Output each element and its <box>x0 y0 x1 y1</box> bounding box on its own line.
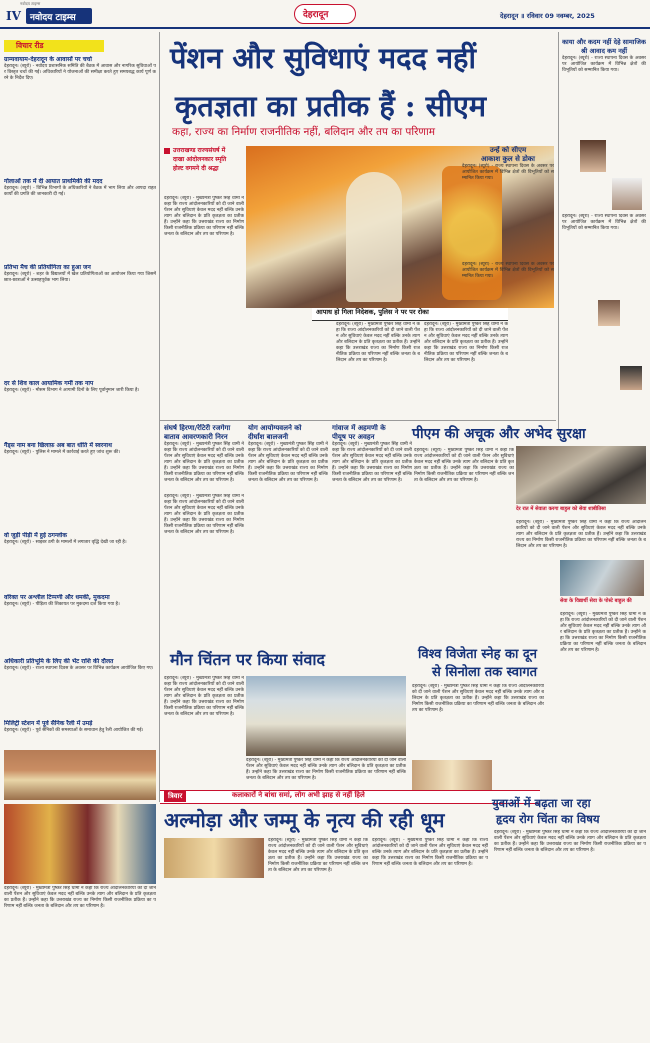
honoree-portrait-4 <box>620 366 642 390</box>
story-body: देहरादून। (ब्यूरो) - शहर के विद्यालयों में खेल प्रतियोगिताओं का आयोजन किया गया जिसमें छात्र-छात्राओं ने उत्साहपूर्वक भाग लिया। <box>4 272 156 283</box>
kicker-line1: उत्तराखण्ड राज्यसंघर्ष में <box>173 147 226 154</box>
cm-box-body: देहरादून। (ब्यूरो) - राज्य स्थापना दिवस के अवसर पर आयोजित कार्यक्रम में विभिन्न क्षेत्रों की विभूतियों को सम्मानित किया गया। <box>462 164 554 181</box>
story-body: देहरादून। (ब्यूरो) - नवोदय प्रशासनिक समिति की बैठक में आवास और नागरिक सुविधाओं पर विस्तृत चर्चा की गई। अधिकारियों ने योजनाओं की समीक्षा करते हुए समयबद्ध कार्य पूर्ण करने के निर्देश दिए। <box>4 64 156 81</box>
right-col-divider <box>558 32 559 432</box>
story-body: देहरादून। (ब्यूरो) - मुख्यमंत्री पुष्कर सिंह धामी ने कहा कि राज्य आंदोलनकारियों को दी जाने वाली पेंशन और सुविधाएं केवल मदद नहीं बल्कि उनके त्याग और बलिदान के प्रति कृतज्ञता का प्रतीक हैं। उन्होंने कहा कि उत्तराखंड राज्य का निर्माण किसी राजनीतिक प्रक्रिया का परिणाम नहीं बल्कि जनता के बलिदान और तप का परिणाम है। <box>164 442 244 483</box>
bottom-headline: अल्मोड़ा और जम्मू के नृत्य की रही धूम <box>164 808 445 832</box>
photo-figure <box>346 172 402 302</box>
youth-heart-body: देहरादून। (ब्यूरो) - मुख्यमंत्री पुष्कर सिंह धामी ने कहा कि राज्य आंदोलनकारियों को दी जाने वाली पेंशन और सुविधाएं केवल मदद नहीं बल्कि उनके त्याग और बलिदान के प्रति कृतज्ञता का प्रतीक हैं। उन्होंने कहा कि उत्तराखंड राज्य का निर्माण किसी राजनीतिक प्रक्रिया का परिणाम नहीं बल्कि जनता के बलिदान और तप का परिणाम है। <box>494 830 646 853</box>
right-top-headline: काया और कदम नहीं देहे सामाजिक श्री आवाद कम नहीं <box>562 38 646 55</box>
lead-kicker <box>164 146 246 196</box>
youth-headline-line2: हृदय रोग चिंता का विषय <box>496 812 600 826</box>
honoree-portrait-3 <box>598 300 620 326</box>
lead-body-col3: देहरादून। (ब्यूरो) - मुख्यमंत्री पुष्कर सिंह धामी ने कहा कि राज्य आंदोलनकारियों को दी जाने वाली पेंशन और सुविधाएं केवल मदद नहीं बल्कि उनके त्याग और बलिदान के प्रति कृतज्ञता का प्रतीक हैं। उन्होंने कहा कि उत्तराखंड राज्य का निर्माण किसी राजनीतिक प्रक्रिया का परिणाम नहीं बल्कि जनता के बलिदान और तप का परिणाम है। <box>336 322 420 363</box>
story-headline-2: बाताव आवरणकारी निरन <box>164 433 228 441</box>
story-body: देहरादून। (ब्यूरो) - पीड़िता की शिकायत पर मुकदमा दर्ज किया गया है। <box>4 602 120 607</box>
story-headline: प्रतिभा मैच की प्रतियोगिता का हुआ जन <box>4 264 91 271</box>
story-headline: ग्राम्यवायाम-देहरादून के आवासों पर चर्चा <box>4 56 92 63</box>
pm-security-body-2: देहरादून। (ब्यूरो) - मुख्यमंत्री पुष्कर सिंह धामी ने कहा कि राज्य आंदोलनकारियों को दी जाने वाली पेंशन और सुविधाएं केवल मदद नहीं बल्कि उनके त्याग और बलिदान के प्रति कृतज्ञता का प्रतीक हैं। उन्होंने कहा कि उत्तराखंड राज्य का निर्माण किसी राजनीतिक प्रक्रिया का परिणाम नहीं बल्कि जनता के बलिदान और तप का परिणाम है। <box>516 520 646 549</box>
left-story-2 <box>4 178 156 258</box>
sneh-headline-line1: विश्व विजेता स्नेह का दून <box>418 647 538 662</box>
story-body: देहरादून। (ब्यूरो) - मुख्यमंत्री पुष्कर सिंह धामी ने कहा कि राज्य आंदोलनकारियों को दी जाने वाली पेंशन और सुविधाएं केवल मदद नहीं बल्कि उनके त्याग और बलिदान के प्रति कृतज्ञता का प्रतीक हैं। उन्होंने कहा कि उत्तराखंड राज्य का निर्माण किसी राजनीतिक प्रक्रिया का परिणाम नहीं बल्कि जनता के बलिदान और तप का परिणाम है। <box>248 442 328 483</box>
paper-name: नवोदय टाइम्स <box>30 13 76 23</box>
dance-body-2: देहरादून। (ब्यूरो) - मुख्यमंत्री पुष्कर सिंह धामी ने कहा कि राज्य आंदोलनकारियों को दी जाने वाली पेंशन और सुविधाएं केवल मदद नहीं बल्कि उनके त्याग और बलिदान के प्रति कृतज्ञता का प्रतीक हैं। उन्होंने कहा कि उत्तराखंड राज्य का निर्माण किसी राजनीतिक प्रक्रिया का परिणाम नहीं बल्कि जनता के बलिदान और तप का परिणाम है। <box>268 838 368 873</box>
city-name: देहरादून <box>303 10 329 20</box>
dance-photo <box>4 804 156 884</box>
section-label: विचार रीड <box>16 41 44 50</box>
left-col-divider <box>159 32 160 802</box>
left-story-5 <box>4 442 156 530</box>
maun-chintan-body: देहरादून। (ब्यूरो) - मुख्यमंत्री पुष्कर सिंह धामी ने कहा कि राज्य आंदोलनकारियों को दी जाने वाली पेंशन और सुविधाएं केवल मदद नहीं बल्कि उनके त्याग और बलिदान के प्रति कृतज्ञता का प्रतीक हैं। उन्होंने कहा कि उत्तराखंड राज्य का निर्माण किसी राजनीतिक प्रक्रिया का परिणाम नहीं बल्कि जनता के बलिदान और तप का परिणाम है। <box>164 676 244 717</box>
youth-headline-line1: युवाओं में बढ़ता जा रहा <box>492 796 591 810</box>
right-top-story <box>562 38 646 138</box>
lead-headline-line2: कृतज्ञता का प्रतीक हैं : सीएम <box>175 89 487 123</box>
story-headline: संघर्ष हिरणा/रेटिरी रजगेगा <box>164 424 231 432</box>
left-story-4 <box>4 380 156 438</box>
right-top-body-2: देहरादून। (ब्यूरो) - राज्य स्थापना दिवस के अवसर पर आयोजित कार्यक्रम में विभिन्न क्षेत्रों की विभूतियों को सम्मानित किया गया। <box>562 214 646 231</box>
masthead-rule <box>0 27 650 29</box>
story-body: देहरादून। (ब्यूरो) - विभिन्न विभागों के अधिकारियों ने बैठक में भाग लिया और आपदा राहत कार्यों की प्रगति की जानकारी दी गई। <box>4 186 156 197</box>
honoree-portrait-1 <box>580 140 606 172</box>
mid-story-1 <box>164 424 244 494</box>
cm-box-story <box>462 146 554 260</box>
right-body-lower: देहरादून। (ब्यूरो) - मुख्यमंत्री पुष्कर सिंह धामी ने कहा कि राज्य आंदोलनकारियों को दी जाने वाली पेंशन और सुविधाएं केवल मदद नहीं बल्कि उनके त्याग और बलिदान के प्रति कृतज्ञता का प्रतीक हैं। उन्होंने कहा कि उत्तराखंड राज्य का निर्माण किसी राजनीतिक प्रक्रिया का परिणाम नहीं बल्कि जनता के बलिदान और तप का परिणाम है। <box>560 612 646 653</box>
left-story-8 <box>4 658 156 718</box>
maun-chintan-headline: मौन चिंतन पर किया संवाद <box>170 650 326 669</box>
dance-photo-2 <box>164 838 264 878</box>
mid-story-2 <box>248 424 328 644</box>
lead-headline-line1: पेंशन और सुविधाएं मदद नहीं <box>170 41 476 75</box>
sneh-headline-line2: से सिनोला तक स्वागत <box>432 665 538 680</box>
right-mid-body: देहरादून। (ब्यूरो) - राज्य स्थापना दिवस के अवसर पर आयोजित कार्यक्रम में विभिन्न क्षेत्रों की विभूतियों को सम्मानित किया गया। <box>462 262 554 279</box>
small-top-label: नवोदय टाइम्स <box>20 1 41 6</box>
pm-security-headline: पीएम की अचूक और अभेद सुरक्षा <box>412 426 586 442</box>
pm-security-photo <box>516 446 646 504</box>
mid-rule <box>160 420 556 421</box>
sneh-body: देहरादून। (ब्यूरो) - मुख्यमंत्री पुष्कर सिंह धामी ने कहा कि राज्य आंदोलनकारियों को दी जाने वाली पेंशन और सुविधाएं केवल मदद नहीं बल्कि उनके त्याग और बलिदान के प्रति कृतज्ञता का प्रतीक हैं। उन्होंने कहा कि उत्तराखंड राज्य का निर्माण किसी राजनीतिक प्रक्रिया का परिणाम नहीं बल्कि जनता के बलिदान और तप का परिणाम है। <box>412 684 544 713</box>
pm-security-body: देहरादून। (ब्यूरो) - मुख्यमंत्री पुष्कर सिंह धामी ने कहा कि राज्य आंदोलनकारियों को दी जाने वाली पेंशन और सुविधाएं केवल मदद नहीं बल्कि उनके त्याग और बलिदान के प्रति कृतज्ञता का प्रतीक हैं। उन्होंने कहा कि उत्तराखंड राज्य का निर्माण किसी राजनीतिक प्रक्रिया का परिणाम नहीं बल्कि जनता के बलिदान और तप का परिणाम है। <box>414 448 514 483</box>
story-headline: वो जुड़ी पीड़ी में हुई ठगन्लोक <box>4 532 67 539</box>
page-number: IV <box>6 9 21 23</box>
military-rally-photo <box>4 750 156 800</box>
story-body: देहरादून। (ब्यूरो) - पुलिस ने मामले में कार्रवाई करते हुए जांच शुरू की। <box>4 450 121 455</box>
right-mid-caption: सेवा के विद्यार्थी सेवा के पोस्टे बाहुल की <box>560 598 632 604</box>
mid-story-1-cont: देहरादून। (ब्यूरो) - मुख्यमंत्री पुष्कर सिंह धामी ने कहा कि राज्य आंदोलनकारियों को दी जाने वाली पेंशन और सुविधाएं केवल मदद नहीं बल्कि उनके त्याग और बलिदान के प्रति कृतज्ञता का प्रतीक हैं। उन्होंने कहा कि उत्तराखंड राज्य का निर्माण किसी राजनीतिक प्रक्रिया का परिणाम नहीं बल्कि जनता के बलिदान और तप का परिणाम है। <box>164 494 244 535</box>
left-column <box>4 32 156 747</box>
bottom-tag: त्रिवार <box>164 790 186 802</box>
lead-body-col4: देहरादून। (ब्यूरो) - मुख्यमंत्री पुष्कर सिंह धामी ने कहा कि राज्य आंदोलनकारियों को दी जाने वाली पेंशन और सुविधाएं केवल मदद नहीं बल्कि उनके त्याग और बलिदान के प्रति कृतज्ञता का प्रतीक हैं। उन्होंने कहा कि उत्तराखंड राज्य का निर्माण किसी राजनीतिक प्रक्रिया का परिणाम नहीं बल्कि जनता के बलिदान और तप का परिणाम है। <box>424 322 508 363</box>
left-story-7 <box>4 594 156 656</box>
cm-box-headline: उन्हें को सीएम <box>489 146 527 154</box>
left-story-3 <box>4 264 156 376</box>
story-body: देहरादून। (ब्यूरो) - राज्य स्थापना दिवस के अवसर पर विभिन्न कार्यक्रम आयोजित किए गए। <box>4 666 154 671</box>
right-mid-photo <box>560 560 644 596</box>
honoree-portrait-2 <box>612 178 642 210</box>
lead-body-col1: देहरादून। (ब्यूरो) - मुख्यमंत्री पुष्कर सिंह धामी ने कहा कि राज्य आंदोलनकारियों को दी जाने वाली पेंशन और सुविधाएं केवल मदद नहीं बल्कि उनके त्याग और बलिदान के प्रति कृतज्ञता का प्रतीक हैं। उन्होंने कहा कि उत्तराखंड राज्य का निर्माण किसी राजनीतिक प्रक्रिया का परिणाम नहीं बल्कि जनता के बलिदान और तप का परिणाम है। <box>164 196 244 237</box>
story-headline: योग आयोग्यवलने को <box>248 424 302 432</box>
dateline: देहरादून ॥ रविवार 09 नवम्बर, 2025 <box>500 12 595 20</box>
story-headline: वरिक्त पर अश्लील टिप्पणी और धमकी, मुकदमा <box>4 594 110 601</box>
dance-body-3: देहरादून। (ब्यूरो) - मुख्यमंत्री पुष्कर सिंह धामी ने कहा कि राज्य आंदोलनकारियों को दी जाने वाली पेंशन और सुविधाएं केवल मदद नहीं बल्कि उनके त्याग और बलिदान के प्रति कृतज्ञता का प्रतीक हैं। उन्होंने कहा कि उत्तराखंड राज्य का निर्माण किसी राजनीतिक प्रक्रिया का परिणाम नहीं बल्कि जनता के बलिदान और तप का परिणाम है। <box>372 838 488 867</box>
lead-subhead: कहा, राज्य का निर्माण राजनीतिक नहीं, बलिदान और तप का परिणाम <box>172 126 435 138</box>
masthead <box>0 0 650 34</box>
maun-chintan-photo <box>246 676 406 756</box>
right-top-body: देहरादून। (ब्यूरो) - राज्य स्थापना दिवस के अवसर पर आयोजित कार्यक्रम में विभिन्न क्षेत्रों की विभूतियों को सम्मानित किया गया। <box>562 56 646 73</box>
maun-chintan-body-2: देहरादून। (ब्यूरो) - मुख्यमंत्री पुष्कर सिंह धामी ने कहा कि राज्य आंदोलनकारियों को दी जाने वाली पेंशन और सुविधाएं केवल मदद नहीं बल्कि उनके त्याग और बलिदान के प्रति कृतज्ञता का प्रतीक हैं। उन्होंने कहा कि उत्तराखंड राज्य का निर्माण किसी राजनीतिक प्रक्रिया का परिणाम नहीं बल्कि जनता के बलिदान और तप का परिणाम है। <box>246 758 406 781</box>
story-body: देहरादून। (ब्यूरो) - पूर्व सैनिकों की समस्याओं के समाधान हेतु रैली आयोजित की गई। <box>4 728 144 733</box>
story-headline: गैंड्स नाम बना खिलाफ़ अब बात धोति में स्वरनाथ <box>4 442 112 449</box>
story-headline: गोलाओं तक में दी आयात प्राथमिकी की मदद <box>4 178 103 185</box>
story-headline: गांवाज में अहमणी के <box>332 424 386 432</box>
story-headline-2: पीयूष पर अवहन <box>332 433 375 441</box>
kicker-line3: होल्ट वगमने दी श्रद्धा <box>173 165 219 172</box>
dance-body-left: देहरादून। (ब्यूरो) - मुख्यमंत्री पुष्कर सिंह धामी ने कहा कि राज्य आंदोलनकारियों को दी जाने वाली पेंशन और सुविधाएं केवल मदद नहीं बल्कि उनके त्याग और बलिदान के प्रति कृतज्ञता का प्रतीक हैं। उन्होंने कहा कि उत्तराखंड राज्य का निर्माण किसी राजनीतिक प्रक्रिया का परिणाम नहीं बल्कि जनता के बलिदान और तप का परिणाम है। <box>4 886 156 909</box>
story-body: देहरादून। (ब्यूरो) - मौसम विभाग ने आगामी दिनों के लिए पूर्वानुमान जारी किया है। <box>4 388 140 393</box>
bottom-tagline: कलाकारों ने बांधा समां, लोग अभी झाह से नहीं हिले <box>232 791 365 799</box>
left-story-1 <box>4 56 156 174</box>
lead-photo-caption: आपाध हो गिला निदेशक, पुलिस ने पर पर रोका <box>316 308 429 316</box>
story-headline: दर से शिव काल आयामिक गर्मी तक नाप <box>4 380 94 387</box>
sneh-photo <box>412 760 492 790</box>
story-body: देहरादून। (ब्यूरो) - साइबर ठगी के मामलों में लगातार वृद्धि देखी जा रही है। <box>4 540 127 545</box>
mid-story-3 <box>332 424 412 644</box>
kicker-line2: दाखा आंदोलनकार स्मृति <box>173 156 227 163</box>
story-headline: अधिकारी प्रतिभूमि के लिए की भेंट राशि की दौलत <box>4 658 114 665</box>
cm-box-headline-2: आकाश कुल से डोका <box>480 155 535 163</box>
left-story-9 <box>4 720 156 750</box>
story-headline: मिलिट्री स्टेशन में पूर्व सैनिक रैली में उमड़े <box>4 720 93 727</box>
kicker-bullet <box>164 148 170 154</box>
story-body: देहरादून। (ब्यूरो) - मुख्यमंत्री पुष्कर सिंह धामी ने कहा कि राज्य आंदोलनकारियों को दी जाने वाली पेंशन और सुविधाएं केवल मदद नहीं बल्कि उनके त्याग और बलिदान के प्रति कृतज्ञता का प्रतीक हैं। उन्होंने कहा कि उत्तराखंड राज्य का निर्माण किसी राजनीतिक प्रक्रिया का परिणाम नहीं बल्कि जनता के बलिदान और तप का परिणाम है। <box>332 442 412 483</box>
pm-security-caption: देर रात में सेवाता करगा बाहुल को सेवा शाबीतिसा <box>516 506 606 512</box>
story-headline-2: दीर्घांश बालजनी <box>248 433 289 441</box>
left-story-6 <box>4 532 156 592</box>
